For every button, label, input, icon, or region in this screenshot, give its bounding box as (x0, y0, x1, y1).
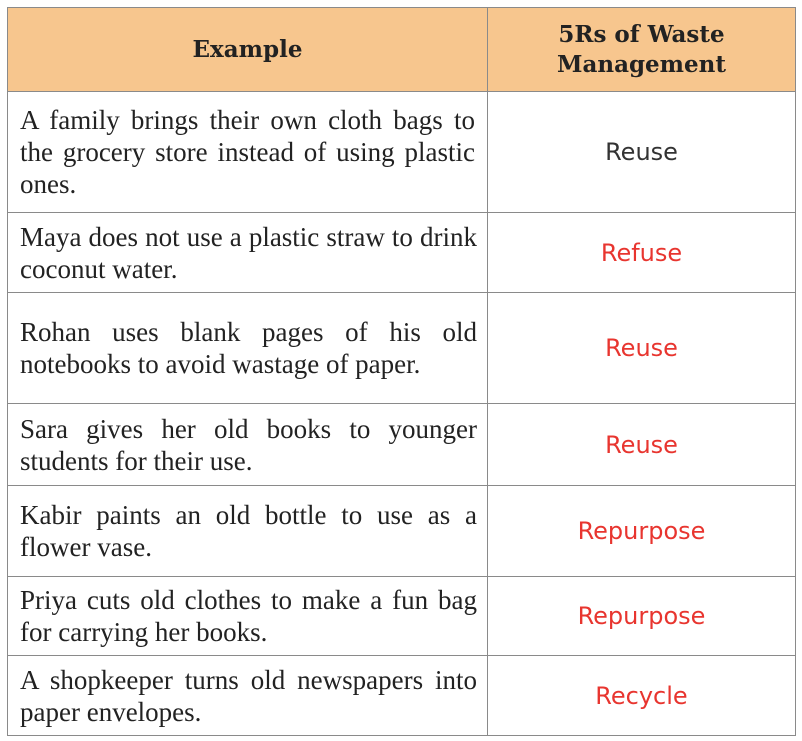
table-row (8, 577, 796, 656)
table-row (8, 213, 796, 293)
answer-cell: Repurpose (488, 577, 796, 656)
example-cell: A family brings their own cloth bags to the grocery store instead of using plastic ones. (8, 92, 488, 213)
example-cell: Sara gives her old books to younger students for their use. (8, 404, 488, 486)
example-cell: Priya cuts old clothes to make a fun bag for carrying her books. (8, 577, 488, 656)
answer-cell: Reuse (488, 92, 796, 213)
table-header (8, 8, 796, 92)
header-example-label: Example (192, 35, 303, 63)
example-cell: A shopkeeper turns old newspapers into paper envelopes. (8, 656, 488, 736)
waste-management-table (7, 7, 796, 736)
header-row (8, 8, 796, 92)
table-body (8, 92, 796, 736)
table-row (8, 486, 796, 577)
example-cell: Maya does not use a plastic straw to drink coconut water. (8, 213, 488, 293)
answer-cell: Reuse (488, 404, 796, 486)
header-category-line2: Management (556, 50, 727, 78)
answer-cell: Reuse (488, 293, 796, 404)
table-row (8, 293, 796, 404)
table-row (8, 92, 796, 213)
answer-cell: Recycle (488, 656, 796, 736)
example-cell: Kabir paints an old bottle to use as a flower vase. (8, 486, 488, 577)
header-category (488, 8, 796, 92)
header-category-line1: 5Rs of Waste (558, 20, 725, 48)
answer-cell: Refuse (488, 213, 796, 293)
header-example (8, 8, 488, 92)
example-cell: Rohan uses blank pages of his old notebooks to avoid wastage of paper. (8, 293, 488, 404)
answer-cell: Repurpose (488, 486, 796, 577)
table-row (8, 404, 796, 486)
table-row (8, 656, 796, 736)
